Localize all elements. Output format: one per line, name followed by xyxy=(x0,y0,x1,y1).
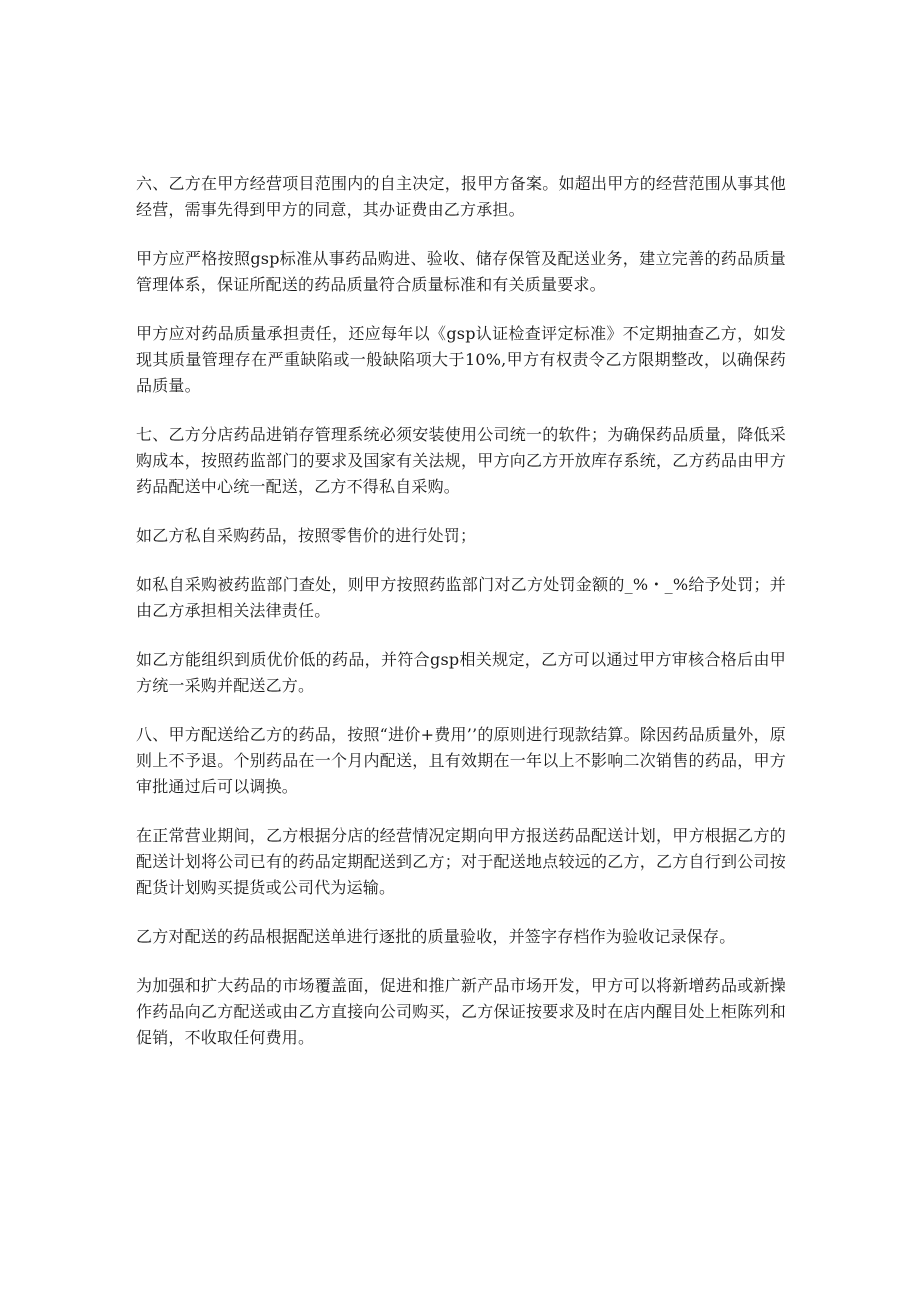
document-body xyxy=(136,171,786,1074)
gsp-standard-paragraph: 甲方应严格按照gsp标准从事药品购进、验收、储存保管及配送业务，建立完善的药品质量管理体系，保证所配送的药品质量符合质量标准和有关质量要求。 xyxy=(136,249,786,294)
regulatory-penalty-paragraph: 如私自采购被药监部门查处，则甲方按照药监部门对乙方处罚金额的_%・_%给予处罚；并由乙方承担相关法律责任。 xyxy=(136,575,786,620)
quality-sourcing-paragraph: 如乙方能组织到质优价低的药品，并符合gsp相关规定，乙方可以通过甲方审核合格后由甲方统一采购并配送乙方。 xyxy=(136,650,786,695)
clause-8-paragraph: 八、甲方配送给乙方的药品，按照“进价+费用’’的原则进行现款结算。除因药品质量外，原则上不予退。个别药品在一个月内配送，且有效期在一年以上不影响二次销售的药品，甲方审批通过后可以调换。 xyxy=(136,725,786,796)
clause-6-paragraph: 六、乙方在甲方经营项目范围内的自主决定，报甲方备案。如超出甲方的经营范围从事其他经营，需事先得到甲方的同意，其办证费由乙方承担。 xyxy=(136,174,786,219)
market-expansion-paragraph: 为加强和扩大药品的市场覆盖面，促进和推广新产品市场开发，甲方可以将新增药品或新操作药品向乙方配送或由乙方直接向公司购买，乙方保证按要求及时在店内醒目处上柜陈列和促销，不收取任何费用。 xyxy=(136,976,786,1047)
delivery-plan-paragraph: 在正常营业期间，乙方根据分店的经营情况定期向甲方报送药品配送计划，甲方根据乙方的配送计划将公司已有的药品定期配送到乙方；对于配送地点较远的乙方，乙方自行到公司按配货计划购买提货或公司代为运输。 xyxy=(136,826,786,897)
quality-responsibility-paragraph: 甲方应对药品质量承担责任，还应每年以《gsp认证检查评定标准》不定期抽查乙方，如发现其质量管理存在严重缺陷或一般缺陷项大于10%,甲方有权责令乙方限期整改，以确保药品质量。 xyxy=(136,324,786,395)
private-purchase-penalty-paragraph: 如乙方私自采购药品，按照零售价的进行处罚； xyxy=(136,526,477,545)
inspection-paragraph: 乙方对配送的药品根据配送单进行逐批的质量验收，并签字存档作为验收记录保存。 xyxy=(136,927,736,946)
clause-7-paragraph: 七、乙方分店药品进销存管理系统必须安装使用公司统一的软件；为确保药品质量，降低采购成本，按照药监部门的要求及国家有关法规，甲方向乙方开放库存系统，乙方药品由甲方药品配送中心统一配送，乙方不得私自采购。 xyxy=(136,425,786,496)
